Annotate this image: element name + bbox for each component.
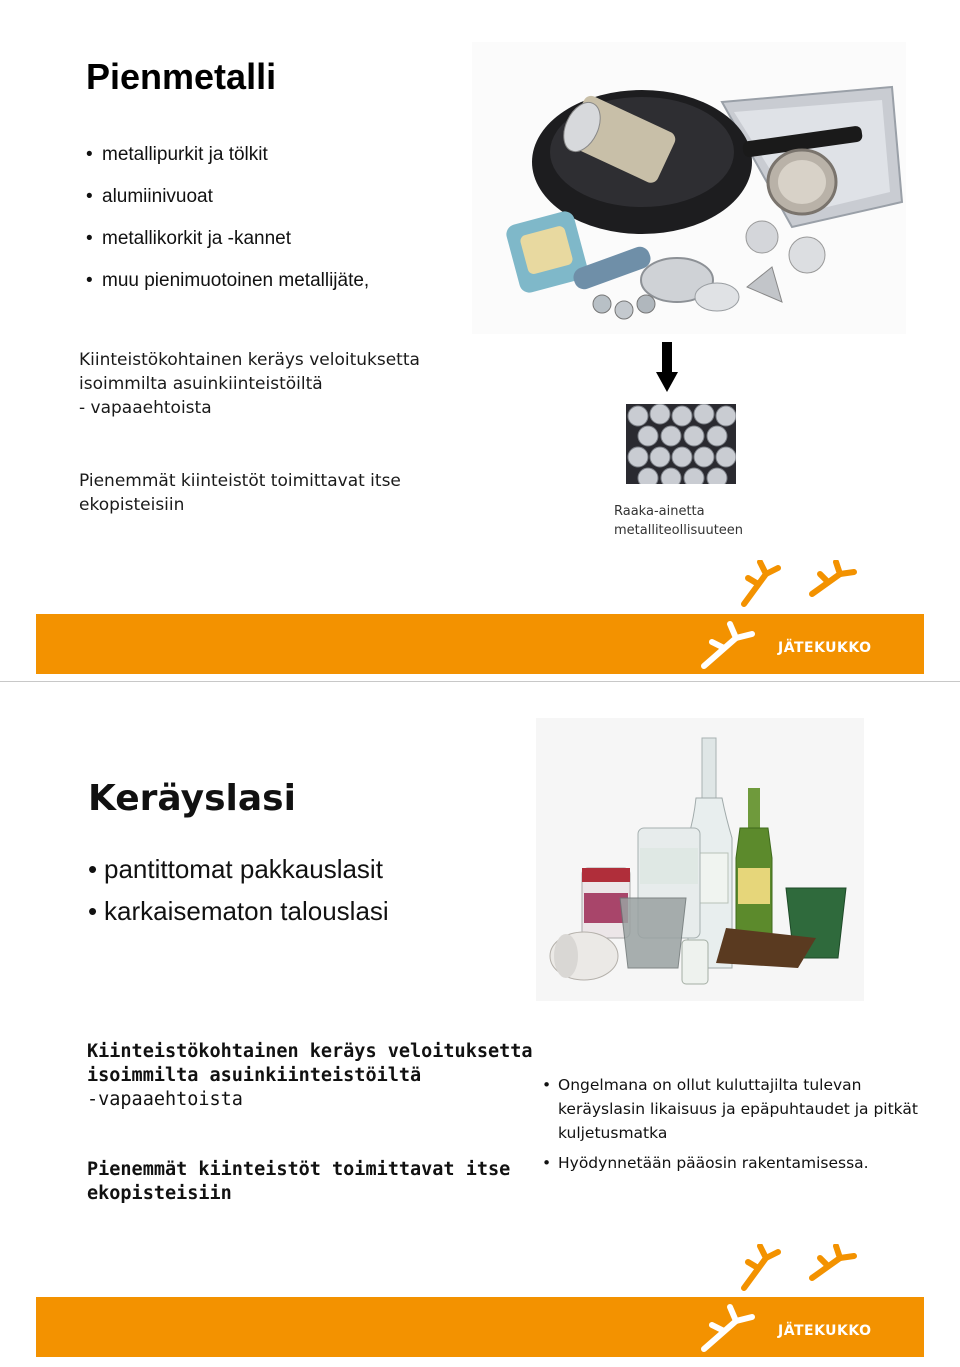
- info-line: isoimmilta asuinkiinteistöiltä: [79, 374, 323, 394]
- slide-title: Keräyslasi: [88, 778, 296, 819]
- list-item: • alumiinivuoat: [86, 185, 369, 227]
- slide-title: Pienmetalli: [86, 56, 277, 97]
- info-line: -vapaaehtoista: [87, 1089, 243, 1110]
- small-property-info: [87, 1158, 510, 1206]
- slide-kerayslasi: [0, 684, 960, 1367]
- glass-waste-photo: [536, 718, 864, 1001]
- notes-list: [542, 1073, 922, 1175]
- list-item: • Ongelmana on ollut kuluttajilta tulevan keräyslasin likaisuus ja epäpuhtaudet ja pitkät kuljetusmatka: [542, 1073, 922, 1145]
- small-property-info: [79, 469, 401, 517]
- info-line: ekopisteisiin: [87, 1183, 232, 1204]
- info-line: - vapaaehtoista: [79, 398, 212, 418]
- list-item: • Hyödynnetään pääosin rakentamisessa.: [542, 1151, 922, 1175]
- caption-line: Raaka-ainetta: [614, 504, 705, 519]
- jatekukko-logo: JÄTEKUKKO: [778, 640, 872, 656]
- down-arrow-icon: [656, 342, 678, 392]
- slide-pienmetalli: [0, 0, 960, 680]
- bird-foot-icon: [696, 620, 776, 672]
- raw-material-caption: [614, 502, 743, 540]
- footer-bar: [36, 1297, 924, 1357]
- jatekukko-logo: JÄTEKUKKO: [778, 1323, 872, 1339]
- info-line: Pienemmät kiinteistöt toimittavat itse: [87, 1159, 511, 1180]
- list-item: • karkaisematon talouslasi: [88, 896, 389, 938]
- metal-waste-photo: [472, 42, 906, 334]
- info-line: ekopisteisiin: [79, 495, 185, 515]
- bird-foot-icon: [736, 560, 866, 612]
- list-item: • muu pienimuotoinen metallijäte,: [86, 269, 369, 311]
- info-line: Kiinteistökohtainen keräys veloituksetta: [79, 350, 420, 370]
- page-divider: [0, 681, 960, 682]
- bird-foot-icon: [736, 1244, 866, 1296]
- list-item: • metallipurkit ja tölkit: [86, 143, 369, 185]
- info-line: isoimmilta asuinkiinteistöiltä: [87, 1065, 422, 1086]
- info-line: Kiinteistökohtainen keräys veloituksetta: [87, 1041, 533, 1062]
- material-list: [86, 143, 369, 311]
- collection-info: [87, 1040, 533, 1112]
- footer-bar: [36, 614, 924, 674]
- list-item: • metallikorkit ja -kannet: [86, 227, 369, 269]
- bird-foot-icon: [696, 1303, 776, 1355]
- caption-line: metalliteollisuuteen: [614, 523, 744, 538]
- list-item: • pantittomat pakkauslasit: [88, 854, 389, 896]
- collection-info: [79, 348, 420, 420]
- glass-type-list: [88, 854, 389, 938]
- metal-rods-photo: [626, 404, 736, 484]
- info-line: Pienemmät kiinteistöt toimittavat itse: [79, 471, 401, 491]
